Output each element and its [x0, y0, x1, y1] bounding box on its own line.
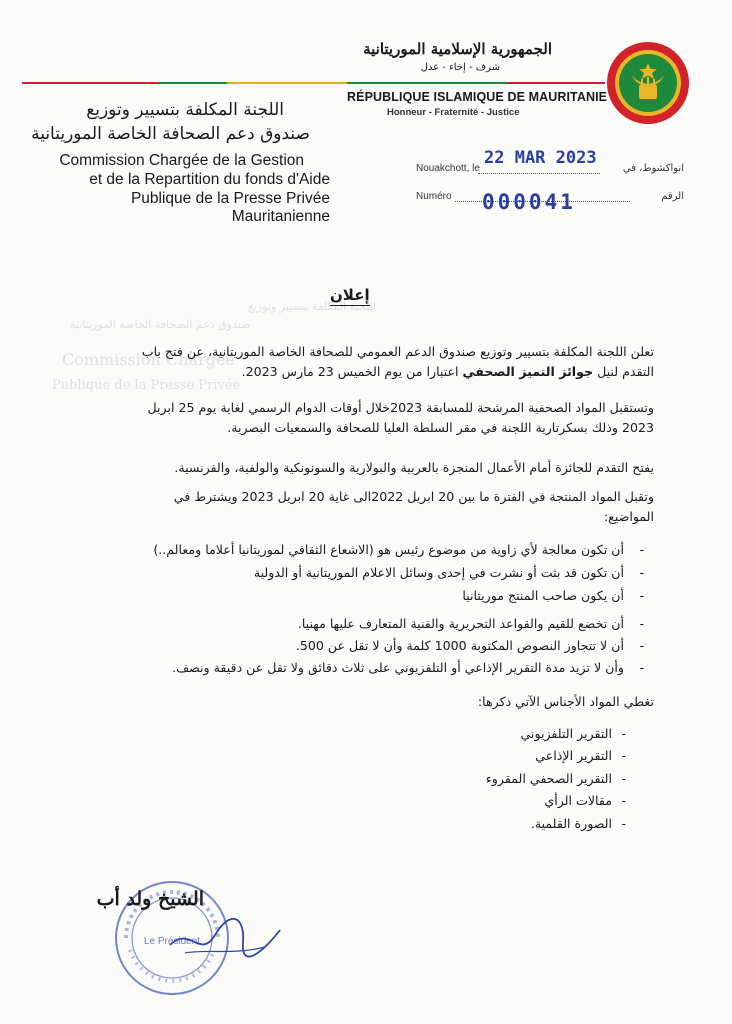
genre-item: - التقرير التلفزيوني — [520, 724, 612, 744]
date-stamp: 22 MAR 2023 — [484, 148, 597, 168]
arabic-state-name: الجمهورية الإسلامية الموريتانية — [363, 40, 552, 58]
condition-item: - أن يكون صاحب المنتج موريتانيا — [462, 586, 624, 606]
paragraph-4-line1: وتقبل المواد المنتجة في الفترة ما بين 20 ابريل 2022الى غاية 20 ابريل 2023 ويشترط في — [173, 489, 654, 504]
signatory-name: الشيخ ولد أب — [96, 888, 204, 910]
french-state-motto: Honneur - Fraternité - Justice — [387, 107, 520, 118]
number-stamp: 000041 — [482, 190, 576, 214]
national-emblem-seal — [606, 41, 690, 125]
condition-item: - أن تكون معالجة لأي زاوية من موضوع رئيس هو (الاشعاع الثقافي لموريتانيا أعلاما ومعالم..) — [153, 540, 624, 560]
date-dotted-line — [478, 173, 600, 174]
condition-item: - أن لا تتجاوز النصوص المكتوبة 1000 كلمة وأن لا تقل عن 500. — [296, 636, 624, 656]
paragraph-4-line2: المواضيع: — [603, 508, 654, 524]
paragraph-1-line2: التقدم لنيل جوائز التميز الصحفي اعتبارا من يوم الخميس 23 مارس 2023. — [241, 363, 654, 379]
number-label-ar: الرقم — [661, 191, 684, 202]
commission-name-arabic-line1: اللجنة المكلفة بتسيير وتوزيع — [86, 100, 284, 120]
condition-item: - وأن لا تزيد مدة التقرير الإذاعي أو التلفزيوني على ثلاث دقائق ولا تقل عن دقيقة ونصف. — [172, 658, 624, 678]
arabic-state-motto: شرف - إخاء - عدل — [420, 62, 500, 73]
genres-intro: تغطي المواد الأجناس الآتي ذكرها: — [477, 694, 654, 709]
genre-item: - التقرير الإذاعي — [535, 746, 612, 766]
paragraph-2-line2: 2023 وذلك بسكرتارية اللجنة في مقر السلطة العليا للصحافة والسمعيات البصرية. — [227, 419, 654, 435]
announcement-title: إعلان — [330, 286, 370, 304]
paragraph-2-line1: وتستقبل المواد الصحفية المرشحة للمسابقة 2023خلال أوقات الدوام الرسمي لغاية يوم 25 ابريل — [147, 400, 654, 415]
commission-name-french-line1: Commission Chargée de la Gestion — [59, 152, 304, 169]
paragraph-2 — [14, 398, 654, 437]
handwritten-signature-scribble — [165, 905, 285, 965]
french-state-name: RÉPUBLIQUE ISLAMIQUE DE MAURITANIE — [347, 90, 608, 104]
commission-name-arabic-line2: صندوق دعم الصحافة الخاصة الموريتانية — [31, 124, 310, 144]
paragraph-4 — [14, 487, 654, 526]
number-label-fr: Numéro — [416, 191, 452, 202]
genre-item: - مقالات الرأي — [544, 791, 612, 811]
award-name: جوائز التميز الصحفي — [462, 363, 594, 379]
genre-item: - التقرير الصحفي المقروء — [486, 769, 612, 789]
condition-item: - أن تخضع للقيم والقواعد التحريرية والفنية المتعارف عليها مهنيا. — [298, 614, 624, 634]
commission-name-french-line3: Publique de la Presse Privée Mauritanienne — [130, 190, 330, 225]
date-label-ar: انواكشوط، في — [622, 163, 684, 174]
paragraph-1 — [14, 342, 654, 381]
condition-item: - أن تكون قد بثت أو نشرت في إحدى وسائل الاعلام الموريتانية أو الدولية — [254, 563, 624, 583]
genre-item: - الصورة القلمية. — [531, 814, 612, 834]
paragraph-1-line1: تعلن اللجنة المكلفة بتسيير وتوزيع صندوق الدعم العمومي للصحافة الخاصة الموريتانية، عن فتح باب — [141, 344, 654, 359]
commission-name-french-line2: et de la Repartition du fonds d'Aide — [89, 171, 330, 188]
paragraph-3: يفتح التقدم للجائزة أمام الأعمال المنجزة بالعربية والبولارية والسونونكية والولفية، والفرنسية. — [174, 460, 654, 475]
stamp-text: Le Président — [143, 936, 201, 947]
date-label-fr: Nouakchott, le — [416, 163, 480, 174]
